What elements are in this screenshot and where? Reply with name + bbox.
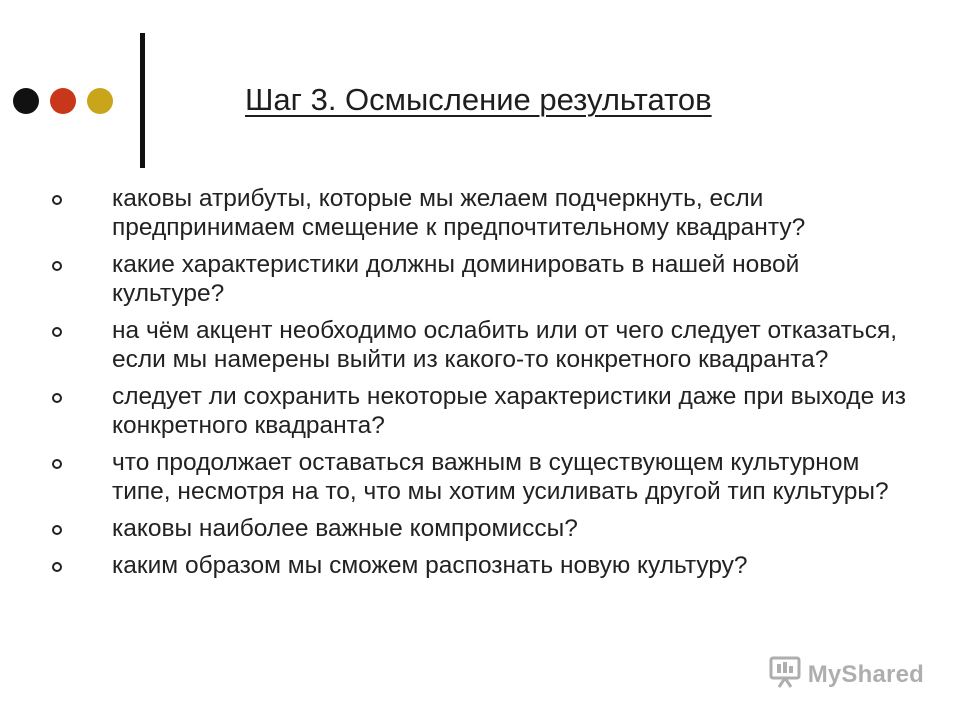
ring-bullet-icon [52, 393, 62, 403]
presentation-board-icon [768, 655, 802, 694]
bullet-text: какие характеристики должны доминировать в нашей новой культуре? [112, 251, 800, 307]
bullet-text: каковы атрибуты, которые мы желаем подчеркнуть, если предпринимаем смещение к предпочтительному квадранту? [112, 185, 806, 241]
bullet-item [50, 316, 910, 374]
bullet-item [50, 448, 910, 506]
bullet-item [50, 514, 910, 543]
ring-bullet-icon [52, 327, 62, 337]
ring-bullet-icon [52, 525, 62, 535]
bullet-text: каким образом мы сможем распознать новую культуру? [112, 552, 748, 579]
bullet-text: следует ли сохранить некоторые характеристики даже при выходе из конкретного квадранта? [112, 383, 906, 439]
slide-title: Шаг 3. Осмысление результатов [245, 82, 712, 117]
red-dot [50, 88, 76, 114]
bullet-list [50, 184, 910, 588]
bullet-item [50, 184, 910, 242]
bullet-item [50, 382, 910, 440]
watermark-text: MyShared [807, 660, 924, 688]
bullet-item [50, 250, 910, 308]
vertical-divider [140, 33, 145, 168]
bullet-text: на чём акцент необходимо ослабить или от чего следует отказаться, если мы намерены выйти из какого-то конкретного квадранта? [112, 317, 898, 373]
ring-bullet-icon [52, 459, 62, 469]
ring-bullet-icon [52, 261, 62, 271]
watermark [768, 655, 924, 694]
black-dot [13, 88, 39, 114]
ring-bullet-icon [52, 562, 62, 572]
bullet-text: каковы наиболее важные компромиссы? [112, 515, 578, 542]
bullet-text: что продолжает оставаться важным в существующем культурном типе, несмотря на то, что мы хотим усиливать другой тип культуры? [112, 449, 889, 505]
ring-bullet-icon [52, 195, 62, 205]
accent-dots [13, 88, 113, 114]
bullet-item [50, 551, 910, 580]
gold-dot [87, 88, 113, 114]
